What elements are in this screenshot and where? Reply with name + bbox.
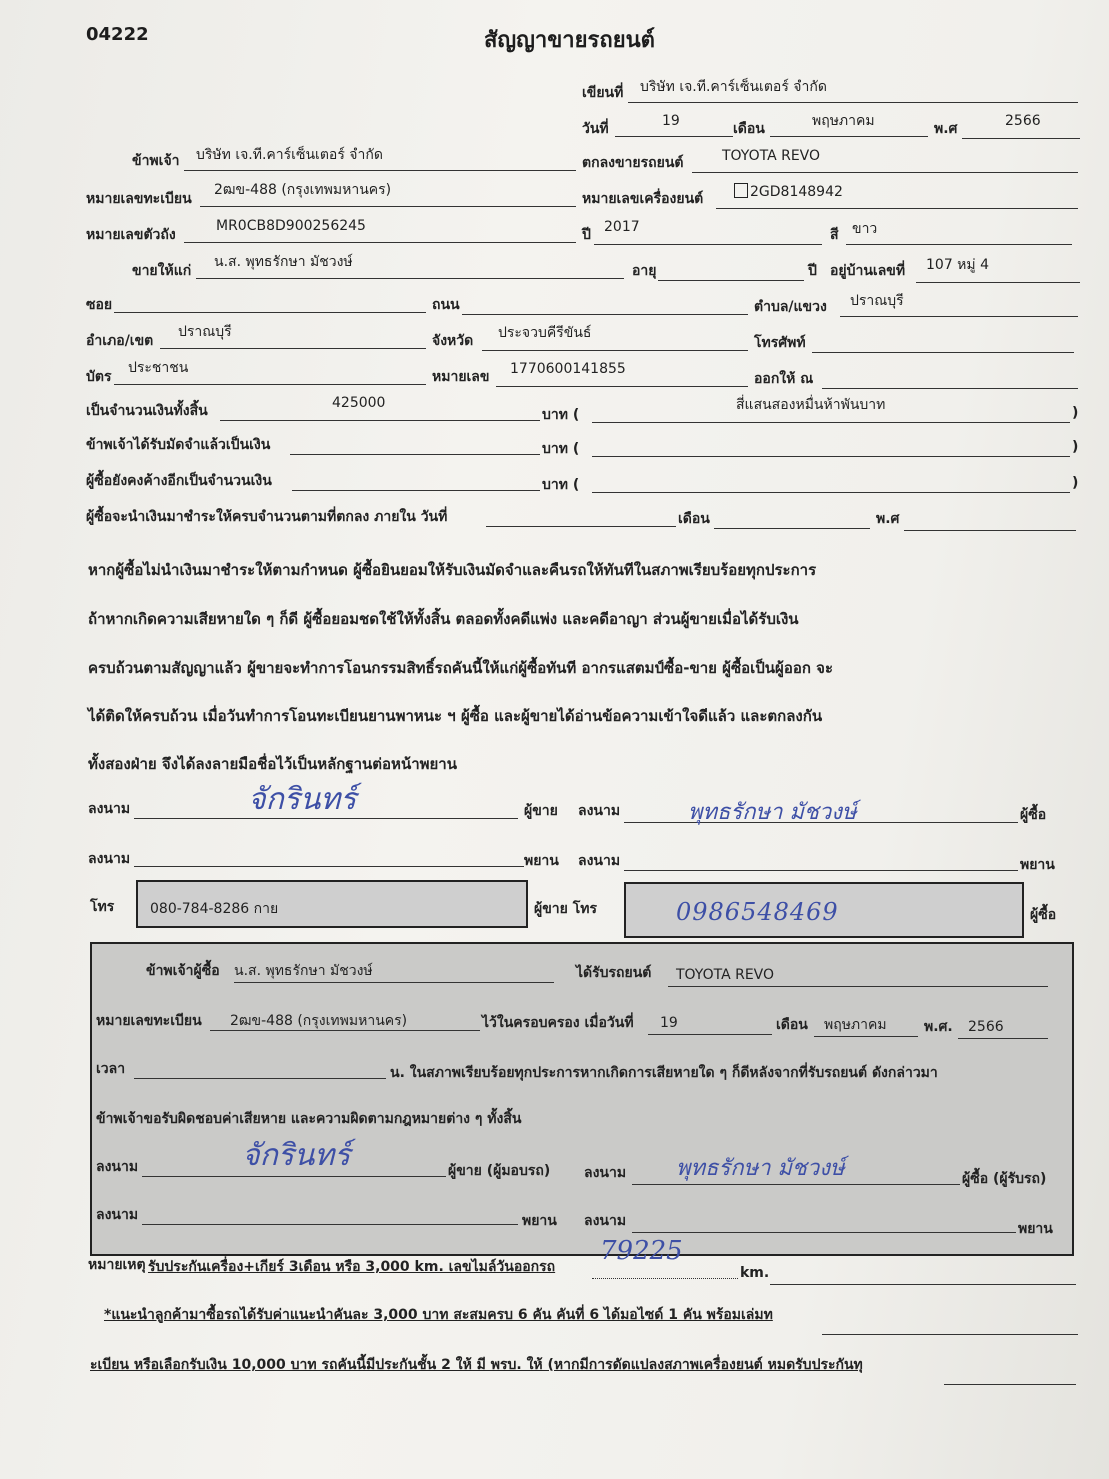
receipt-responsibility: ข้าพเจ้าขอรับผิดชอบค่าเสียหาย และความผิดตามกฎหมายต่าง ๆ ทั้งสิ้น xyxy=(96,1111,522,1127)
plate-label: หมายเลขทะเบียน xyxy=(86,191,192,207)
receipt-day-value: 19 xyxy=(660,1015,678,1031)
notes-warranty: รับประกันเครื่อง+เกียร์ 3เดือน หรือ 3,000 km. เลขไมล์วันออกรถ xyxy=(148,1259,556,1275)
age-label: อายุ xyxy=(632,263,657,279)
receipt-time-suffix: น. ในสภาพเรียบร้อยทุกประการหากเกิดการเสียหายใด ๆ ก็ดีหลังจากที่รับรถยนต์ ดังกล่าวมา xyxy=(390,1065,938,1081)
paragraph-line-2: ถ้าหากเกิดความเสียหายใด ๆ ก็ดี ผู้ซื้อยอมชดใช้ให้ทั้งสิ้น ตลอดทั้งคดีแพ่ง และคดีอาญา ส่วนผู้ขายเมื่อได้รับเงิน xyxy=(88,610,799,628)
deposit-label: ข้าพเจ้าได้รับมัดจำแล้วเป็นเงิน xyxy=(86,437,271,453)
age-line xyxy=(658,280,804,281)
seller-name-value: บริษัท เจ.ที.คาร์เซ็นเตอร์ จำกัด xyxy=(196,147,383,163)
total-label: เป็นจำนวนเงินทั้งสิ้น xyxy=(86,403,208,419)
deposit-baht-label: บาท ( xyxy=(542,441,580,457)
engine-number: 2GD8148942 xyxy=(750,184,843,200)
receipt-buyer-name: น.ส. พุทธรักษา มัชวงษ์ xyxy=(234,963,373,979)
receipt-month-line xyxy=(814,1036,918,1037)
seller-tel-label: ผู้ขาย โทร xyxy=(534,901,597,917)
paragraph-line-4: ได้ติดให้ครบถ้วน เมื่อวันทำการโอนทะเบียนยานพาหนะ ฯ ผู้ซื้อ และผู้ขายได้อ่านข้อความเข้าใจดีแล้ว และตกลงกัน xyxy=(88,707,823,725)
total-words-value: สี่แสนสองหมื่นห้าพันบาท xyxy=(736,397,886,413)
road-line xyxy=(462,314,748,315)
receipt-seller-sign-label: ลงนาม xyxy=(96,1159,139,1175)
receipt-buyer-sign-label: ลงนาม xyxy=(584,1165,627,1181)
notes-referral-2: ะเบียน หรือเลือกรับเงิน 10,000 บาท รถคันนี้มีประกันชั้น 2 ให้ มี พรบ. ให้ (หากมีการดัดแปลงสภาพเครื่องยนต์ หมดรับประกันทุ xyxy=(90,1357,863,1373)
car-model-value: TOYOTA REVO xyxy=(722,148,821,164)
receipt-year-label: พ.ศ. xyxy=(924,1019,953,1035)
seller-label: ผู้ขาย xyxy=(524,803,558,819)
seller-sign-label: ลงนาม xyxy=(88,801,131,817)
receipt-buyer-signature: พุทธรักษา มัชวงษ์ xyxy=(676,1156,845,1181)
date-line xyxy=(615,136,733,137)
receipt-car-line xyxy=(668,986,1048,987)
province-value: ประจวบคีรีขันธ์ xyxy=(498,325,592,341)
written-at-label: เขียนที่ xyxy=(582,85,624,101)
buyer-name-value: น.ส. พุทธรักษา มัชวงษ์ xyxy=(214,254,353,270)
i-label: ข้าพเจ้า xyxy=(132,153,180,169)
soi-line xyxy=(114,312,426,313)
witness2-sign-label: ลงนาม xyxy=(578,853,621,869)
buyer-tel-label: ผู้ซื้อ xyxy=(1030,907,1057,923)
pay-year-label: พ.ศ xyxy=(876,511,900,527)
month-value: พฤษภาคม xyxy=(812,113,875,129)
total-amount-value: 425000 xyxy=(332,395,386,411)
house-no-line xyxy=(916,282,1080,283)
engine-label: หมายเลขเครื่องยนต์ xyxy=(582,191,704,207)
witness1-label: พยาน xyxy=(524,853,559,869)
receipt-buyer-line xyxy=(234,982,554,983)
receipt-witness1-label: พยาน xyxy=(522,1213,557,1229)
seller-name-line xyxy=(184,170,576,171)
baht-text: บาท xyxy=(542,477,568,493)
total-baht-label: บาท ( xyxy=(542,407,580,423)
receipt-time-line xyxy=(134,1078,386,1079)
sell-to-label: ขายให้แก่ xyxy=(132,263,192,279)
subdistrict-line xyxy=(840,316,1078,317)
receipt-car-model: TOYOTA REVO xyxy=(676,967,775,983)
month-line xyxy=(770,136,928,137)
written-at-line xyxy=(628,102,1078,103)
car-year-line xyxy=(594,244,822,245)
receipt-year-value: 2566 xyxy=(968,1019,1004,1035)
phone-line xyxy=(812,352,1074,353)
subdistrict-value: ปราณบุรี xyxy=(850,293,904,309)
date-label: วันที่ xyxy=(582,121,609,137)
issued-at-label: ออกให้ ณ xyxy=(754,371,814,387)
receipt-witness2-label: พยาน xyxy=(1018,1221,1053,1237)
buyer-sign-label: ลงนาม xyxy=(578,803,621,819)
outstanding-label: ผู้ซื้อยังคงค้างอีกเป็นจำนวนเงิน xyxy=(86,473,272,489)
card-no-line xyxy=(496,386,748,387)
house-no-value: 107 หมู่ 4 xyxy=(926,257,989,273)
chassis-line xyxy=(184,242,576,243)
paragraph-line-1: หากผู้ซื้อไม่นำเงินมาชำระให้ตามกำหนด ผู้ซื้อยินยอมให้รับเงินมัดจำและคืนรถให้ทันทีในสภาพเรียบร้อยทุกประการ xyxy=(88,561,817,579)
checkbox-icon xyxy=(734,183,748,198)
district-value: ปราณบุรี xyxy=(178,324,232,340)
deposit-close-paren: ) xyxy=(1072,439,1079,455)
pay-year-line xyxy=(904,530,1076,531)
witness1-sign-label: ลงนาม xyxy=(88,851,131,867)
receipt-witness2-line xyxy=(632,1232,1016,1233)
province-label: จังหวัด xyxy=(432,333,474,349)
buyer-phone-box xyxy=(624,882,1024,938)
receipt-year-line xyxy=(958,1038,1048,1039)
tel-label: โทร xyxy=(90,899,115,915)
subdistrict-label: ตำบล/แขวง xyxy=(754,299,827,315)
baht-text: บาท xyxy=(542,407,568,423)
seller-phone-box xyxy=(136,880,528,928)
color-label: สี xyxy=(830,227,839,243)
baht-text: บาท xyxy=(542,441,568,457)
district-line xyxy=(160,348,426,349)
pay-month-label: เดือน xyxy=(678,511,710,527)
day-value: 19 xyxy=(662,113,680,129)
deposit-line xyxy=(290,454,540,455)
receipt-plate-label: หมายเลขทะเบียน xyxy=(96,1013,202,1029)
years-old-label: ปี xyxy=(808,263,817,279)
notes-line-1 xyxy=(770,1284,1076,1285)
deposit-words-line xyxy=(592,456,1070,457)
card-value: ประชาชน xyxy=(128,360,189,376)
vehicle-receipt-box xyxy=(90,942,1074,1256)
receipt-buyer-receive-label: ผู้ซื้อ (ผู้รับรถ) xyxy=(962,1171,1047,1187)
notes-referral-1: *แนะนำลูกค้ามาซื้อรถได้รับค่าแนะนำคันละ 3,000 บาท สะสมครบ 6 คัน คันที่ 6 ได้มอไซด์ 1 คัน พร้อมเล่มท xyxy=(104,1307,773,1323)
province-line xyxy=(482,350,748,351)
outstanding-baht-label: บาท ( xyxy=(542,477,580,493)
chassis-value: MR0CB8D900256245 xyxy=(216,218,366,234)
receipt-seller-signature: จักรินทร์ xyxy=(242,1138,351,1173)
paragraph-line-5: ทั้งสองฝ่าย จึงได้ลงลายมือชื่อไว้เป็นหลักฐานต่อหน้าพยาน xyxy=(88,755,457,773)
witness1-line xyxy=(134,866,524,867)
receipt-witness1-sign-label: ลงนาม xyxy=(96,1207,139,1223)
year-be-line xyxy=(962,138,1080,139)
page-title: สัญญาขายรถยนต์ xyxy=(484,28,655,53)
witness2-line xyxy=(624,870,1018,871)
pay-month-line xyxy=(714,528,870,529)
receipt-possession-label: ไว้ในครอบครอง เมื่อวันที่ xyxy=(482,1015,634,1031)
car-year-value: 2017 xyxy=(604,219,640,235)
notes-label: หมายเหตุ xyxy=(88,1257,146,1273)
receipt-day-line xyxy=(648,1034,772,1035)
receipt-month-label: เดือน xyxy=(776,1017,808,1033)
soi-label: ซอย xyxy=(86,297,113,313)
chassis-label: หมายเลขตัวถัง xyxy=(86,227,176,243)
notes-line-2 xyxy=(822,1334,1078,1335)
notes-line-3 xyxy=(944,1384,1076,1385)
buyer-label: ผู้ซื้อ xyxy=(1020,807,1047,823)
receipt-witness2-sign-label: ลงนาม xyxy=(584,1213,627,1229)
card-line xyxy=(114,384,426,385)
receipt-received-label: ได้รับรถยนต์ xyxy=(576,965,652,981)
buyer-signature: พุทธรักษา มัชวงษ์ xyxy=(688,800,857,825)
plate-value: 2ฒข-488 (กรุงเทพมหานคร) xyxy=(214,182,392,198)
card-no-value: 1770600141855 xyxy=(510,361,626,377)
car-year-label: ปี xyxy=(582,227,591,243)
color-line xyxy=(846,244,1072,245)
document-number: 04222 xyxy=(86,24,149,45)
card-label: บัตร xyxy=(86,369,112,385)
engine-value xyxy=(734,183,843,201)
total-close-paren: ) xyxy=(1072,405,1079,421)
receipt-witness1-line xyxy=(142,1224,518,1225)
written-at-value: บริษัท เจ.ที.คาร์เซ็นเตอร์ จำกัด xyxy=(640,79,827,95)
witness2-label: พยาน xyxy=(1020,857,1055,873)
total-line xyxy=(220,420,540,421)
mileage-value: 79225 xyxy=(600,1236,683,1266)
phone-label: โทรศัพท์ xyxy=(754,335,806,351)
mileage-line xyxy=(592,1278,738,1279)
buyer-name-line xyxy=(196,278,624,279)
district-label: อำเภอ/เขต xyxy=(86,333,154,349)
receipt-month-value: พฤษภาคม xyxy=(824,1017,887,1033)
outstanding-words-line xyxy=(592,492,1070,493)
year-be-value: 2566 xyxy=(1005,113,1041,129)
buyer-phone-value: 0986548469 xyxy=(676,898,839,926)
receipt-i-buyer-label: ข้าพเจ้าผู้ซื้อ xyxy=(146,963,220,979)
pay-day-line xyxy=(486,526,676,527)
outstanding-line xyxy=(292,490,540,491)
pay-by-label: ผู้ซื้อจะนำเงินมาชำระให้ครบจำนวนตามที่ตกลง ภายใน วันที่ xyxy=(86,509,448,525)
plate-line xyxy=(200,206,576,207)
receipt-time-label: เวลา xyxy=(96,1061,126,1077)
color-value: ขาว xyxy=(852,221,878,237)
issued-at-line xyxy=(822,388,1078,389)
paragraph-line-3: ครบถ้วนตามสัญญาแล้ว ผู้ขายจะทำการโอนกรรมสิทธิ์รถคันนี้ให้แก่ผู้ซื้อทันที อากรแสตมป์ซื้อ-ขาย ผู้ซื้อเป็นผู้ออก จะ xyxy=(88,659,833,677)
car-model-line xyxy=(692,172,1078,173)
seller-signature: จักรินทร์ xyxy=(248,782,357,817)
seller-phone-value: 080-784-8286 กาย xyxy=(150,901,279,917)
total-words-line xyxy=(592,422,1070,423)
km-label: km. xyxy=(740,1265,770,1281)
receipt-plate-line xyxy=(210,1030,480,1031)
outstanding-close-paren: ) xyxy=(1072,475,1079,491)
receipt-plate-value: 2ฒข-488 (กรุงเทพมหานคร) xyxy=(230,1013,408,1029)
year-be-label: พ.ศ xyxy=(934,121,958,137)
month-label: เดือน xyxy=(733,121,765,137)
house-no-label: อยู่บ้านเลขที่ xyxy=(830,263,906,279)
engine-line xyxy=(716,208,1078,209)
road-label: ถนน xyxy=(432,297,460,313)
agree-sell-label: ตกลงขายรถยนต์ xyxy=(582,155,684,171)
receipt-seller-deliver-label: ผู้ขาย (ผู้มอบรถ) xyxy=(448,1163,551,1179)
card-no-label: หมายเลข xyxy=(432,369,490,385)
